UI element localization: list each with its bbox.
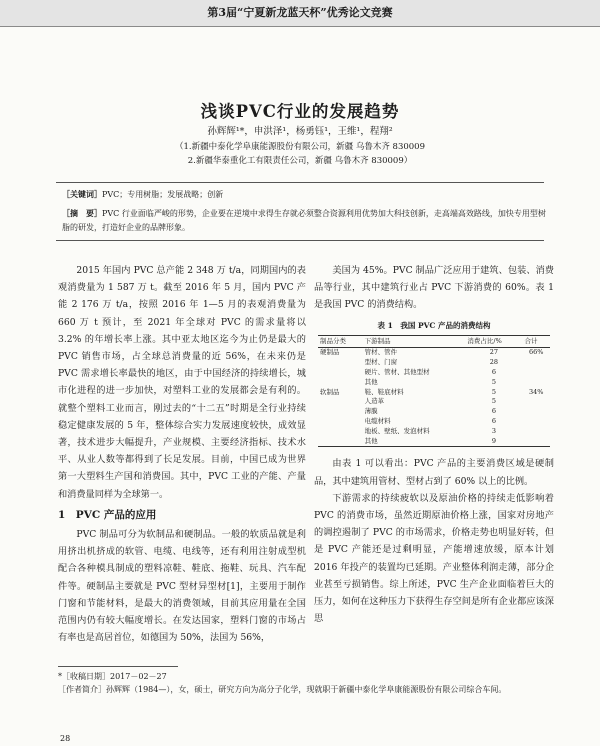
table-header-cell: 合计	[523, 335, 551, 348]
page-number: 28	[60, 734, 71, 743]
footnote-received: *［收稿日期］2017－02－27	[58, 672, 167, 681]
section-1-heading: 1 PVC 产品的应用	[58, 508, 157, 521]
table-cell	[318, 407, 363, 417]
consumption-table	[318, 335, 550, 448]
table-row	[318, 358, 550, 368]
keywords	[62, 188, 542, 201]
table-row	[318, 407, 550, 417]
table-cell	[523, 407, 551, 417]
table-row	[318, 368, 550, 378]
table-cell	[318, 437, 363, 447]
table-row	[318, 388, 550, 398]
table-cell: 其他	[363, 437, 466, 447]
table-cell	[318, 397, 363, 407]
table-cell: 电缆材料	[364, 416, 391, 425]
table-cell: 27	[489, 348, 499, 357]
table-cell	[523, 378, 551, 388]
table-cell: 型材、门窗	[364, 358, 398, 367]
table-cell: 人造革	[364, 397, 385, 406]
abstract-label: ［摘 要］	[62, 208, 102, 218]
table-1-title: 表 1 我国 PVC 产品的消费结构	[377, 320, 491, 330]
table-cell: 34%	[529, 387, 544, 396]
affiliation-2: 2.新疆华泰重化工有限责任公司，新疆 乌鲁木齐 830009）	[187, 156, 413, 166]
table-cell: 9	[465, 437, 522, 447]
table-cell: 5	[491, 377, 496, 386]
abstract	[62, 206, 546, 235]
table-cell: 28	[489, 358, 499, 367]
table-header-row	[318, 335, 550, 348]
footnotes	[58, 670, 548, 696]
table-cell	[523, 437, 551, 447]
table-header-cell: 制品分类	[318, 335, 363, 348]
table-cell	[318, 368, 363, 378]
table-row	[318, 378, 550, 388]
keywords-text: PVC；专用树脂；发展战略；创新	[102, 190, 224, 199]
footnote-rule	[58, 666, 178, 667]
affiliation-1: （1.新疆中泰化学阜康能源股份有限公司，新疆 乌鲁木齐 830009	[175, 142, 425, 152]
abstract-top-rule	[56, 182, 544, 183]
left-column	[58, 262, 306, 646]
right-paragraph-1: 美国为 45%。PVC 制品广泛应用于建筑、包装、消费品等行业，其中建筑行业占 PVC 下游消费的 60%。表 1 是我国 PVC 的消费结构。	[314, 265, 554, 311]
table-cell: 5	[491, 397, 496, 406]
table-row	[318, 427, 550, 437]
intro-paragraph: 2015 年国内 PVC 总产能 2 348 万 t/a，同期国内的表观消费量为 1 587 万 t。截至 2016 年 5 月，国内 PVC 产能 2 176 万 t/a，按照 2016 年 1—5 月的表观消费量为 660 万 t 预计，至 2021 年全球对 PVC 的需求量将以 3.2% 的年增长率上涨。其中亚太地区迄今为止仍是最大的 PVC 销售市场，占全球总消费量的近 56%，在未来仍是 PVC 需求增长率最快的地区，由于中国经济的持续增长，城市化进程的进一步加快，对塑料工业的发展都会是有利的。就整个塑料工业而言，刚过去的“十二五”时期是全行业持续稳定健康发展的 5 年，整体综合实力发展速度较快，成效显著，技术进步大幅提升，产业规模、主要经济指标、技术水平、从业人数等都得到了长足发展。目前，中国已成为世界第一大塑料生产国和消费国。其中，PVC 工业的产能、产量和消费量同样为全球第一。	[58, 265, 306, 500]
table-row	[318, 348, 550, 358]
table-cell	[318, 358, 363, 368]
table-row	[318, 437, 550, 447]
table-header-cell: 消费占比/%	[465, 335, 522, 348]
footnote-author: ［作者简介］孙辉辉（1984—），女，硕士，研究方向为高分子化学，现就职于新疆中泰化学阜康能源股份有限公司综合车间。	[58, 685, 507, 694]
keywords-label: ［关键词］	[62, 189, 102, 199]
table-cell: 3	[491, 426, 496, 435]
table-cell	[318, 378, 363, 388]
table-cell: 5	[491, 387, 496, 396]
paper-title: 浅谈PVC行业的发展趋势	[200, 102, 400, 121]
table-cell	[523, 368, 551, 378]
table-cell	[523, 427, 551, 437]
table-cell: 鞋、鞋底材料	[364, 387, 404, 396]
table-cell: 薄膜	[364, 407, 378, 416]
table-row	[318, 397, 550, 407]
table-cell: 6	[491, 416, 496, 425]
table-cell: 硬片、管材、其他型材	[364, 368, 430, 376]
table-cell: 软制品	[320, 387, 340, 396]
table-cell	[318, 427, 363, 437]
table-cell	[523, 417, 551, 427]
table-cell: 管材、管件	[364, 348, 398, 357]
table-cell: 6	[491, 407, 496, 416]
author-list: 孙辉辉¹*，申洪泽¹，杨勇钰¹，王维¹，程翔²	[207, 126, 393, 137]
table-row	[318, 417, 550, 427]
table-cell: 硬制品	[320, 348, 340, 357]
table-cell: 66%	[529, 348, 544, 357]
running-header: 第3届“宁夏新龙蓝天杯”优秀论文竞赛	[0, 0, 600, 27]
table-cell	[523, 358, 551, 368]
abstract-text: PVC 行业面临严峻的形势，企业要在逆境中求得生存就必须整合资源利用优势加大科技创新，走高端高效路线，加快专用型树脂的研发，打造好企业的品牌形象。	[62, 209, 546, 232]
section-1-paragraph: PVC 制品可分为软制品和硬制品。一般的软质品就是利用挤出机挤成的软管、电缆、电线等，还有利用注射成型机配合各种模具制成的塑料凉鞋、鞋底、拖鞋、玩具、汽车配件等。硬制品主要就是 PVC 型材异型材[1]，主要用于制作门窗和节能材料，是最大的消费领域，目前其应用量在全国范围内仍有较大幅度增长。在发达国家，塑料门窗的市场占有率也是高居首位，如德国为 50%，法国为 56%，	[58, 529, 306, 644]
table-header-cell: 下游制品	[363, 335, 466, 348]
table-cell: 其他	[364, 377, 378, 386]
right-column	[314, 262, 554, 627]
right-paragraph-2: 由表 1 可以看出：PVC 产品的主要消费区域是硬制品，其中建筑用管材、型材占到了 60% 以上的比例。	[314, 458, 554, 487]
table-cell: 地板、壁纸、发泡材料	[364, 426, 430, 435]
table-cell	[523, 397, 551, 407]
abstract-bottom-rule	[56, 240, 544, 241]
table-cell	[318, 417, 363, 427]
table-cell: 6	[491, 368, 496, 376]
right-paragraph-3: 下游需求的持续疲软以及原油价格的持续走低影响着 PVC 的消费市场，虽然近期原油价格上涨，国家对房地产的调控遏制了 PVC 的市场需求，价格走势也明显好转，但是 PVC 产能还是过剩明显，产能增速放缓，原本计划 2016 年投产的装置均已延期。产业整体利润走薄，部分企业甚至亏损销售。综上所述，PVC 生产企业面临着巨大的压力，如何在这种压力下获得生存空间是所有企业都应该深思	[314, 492, 554, 625]
